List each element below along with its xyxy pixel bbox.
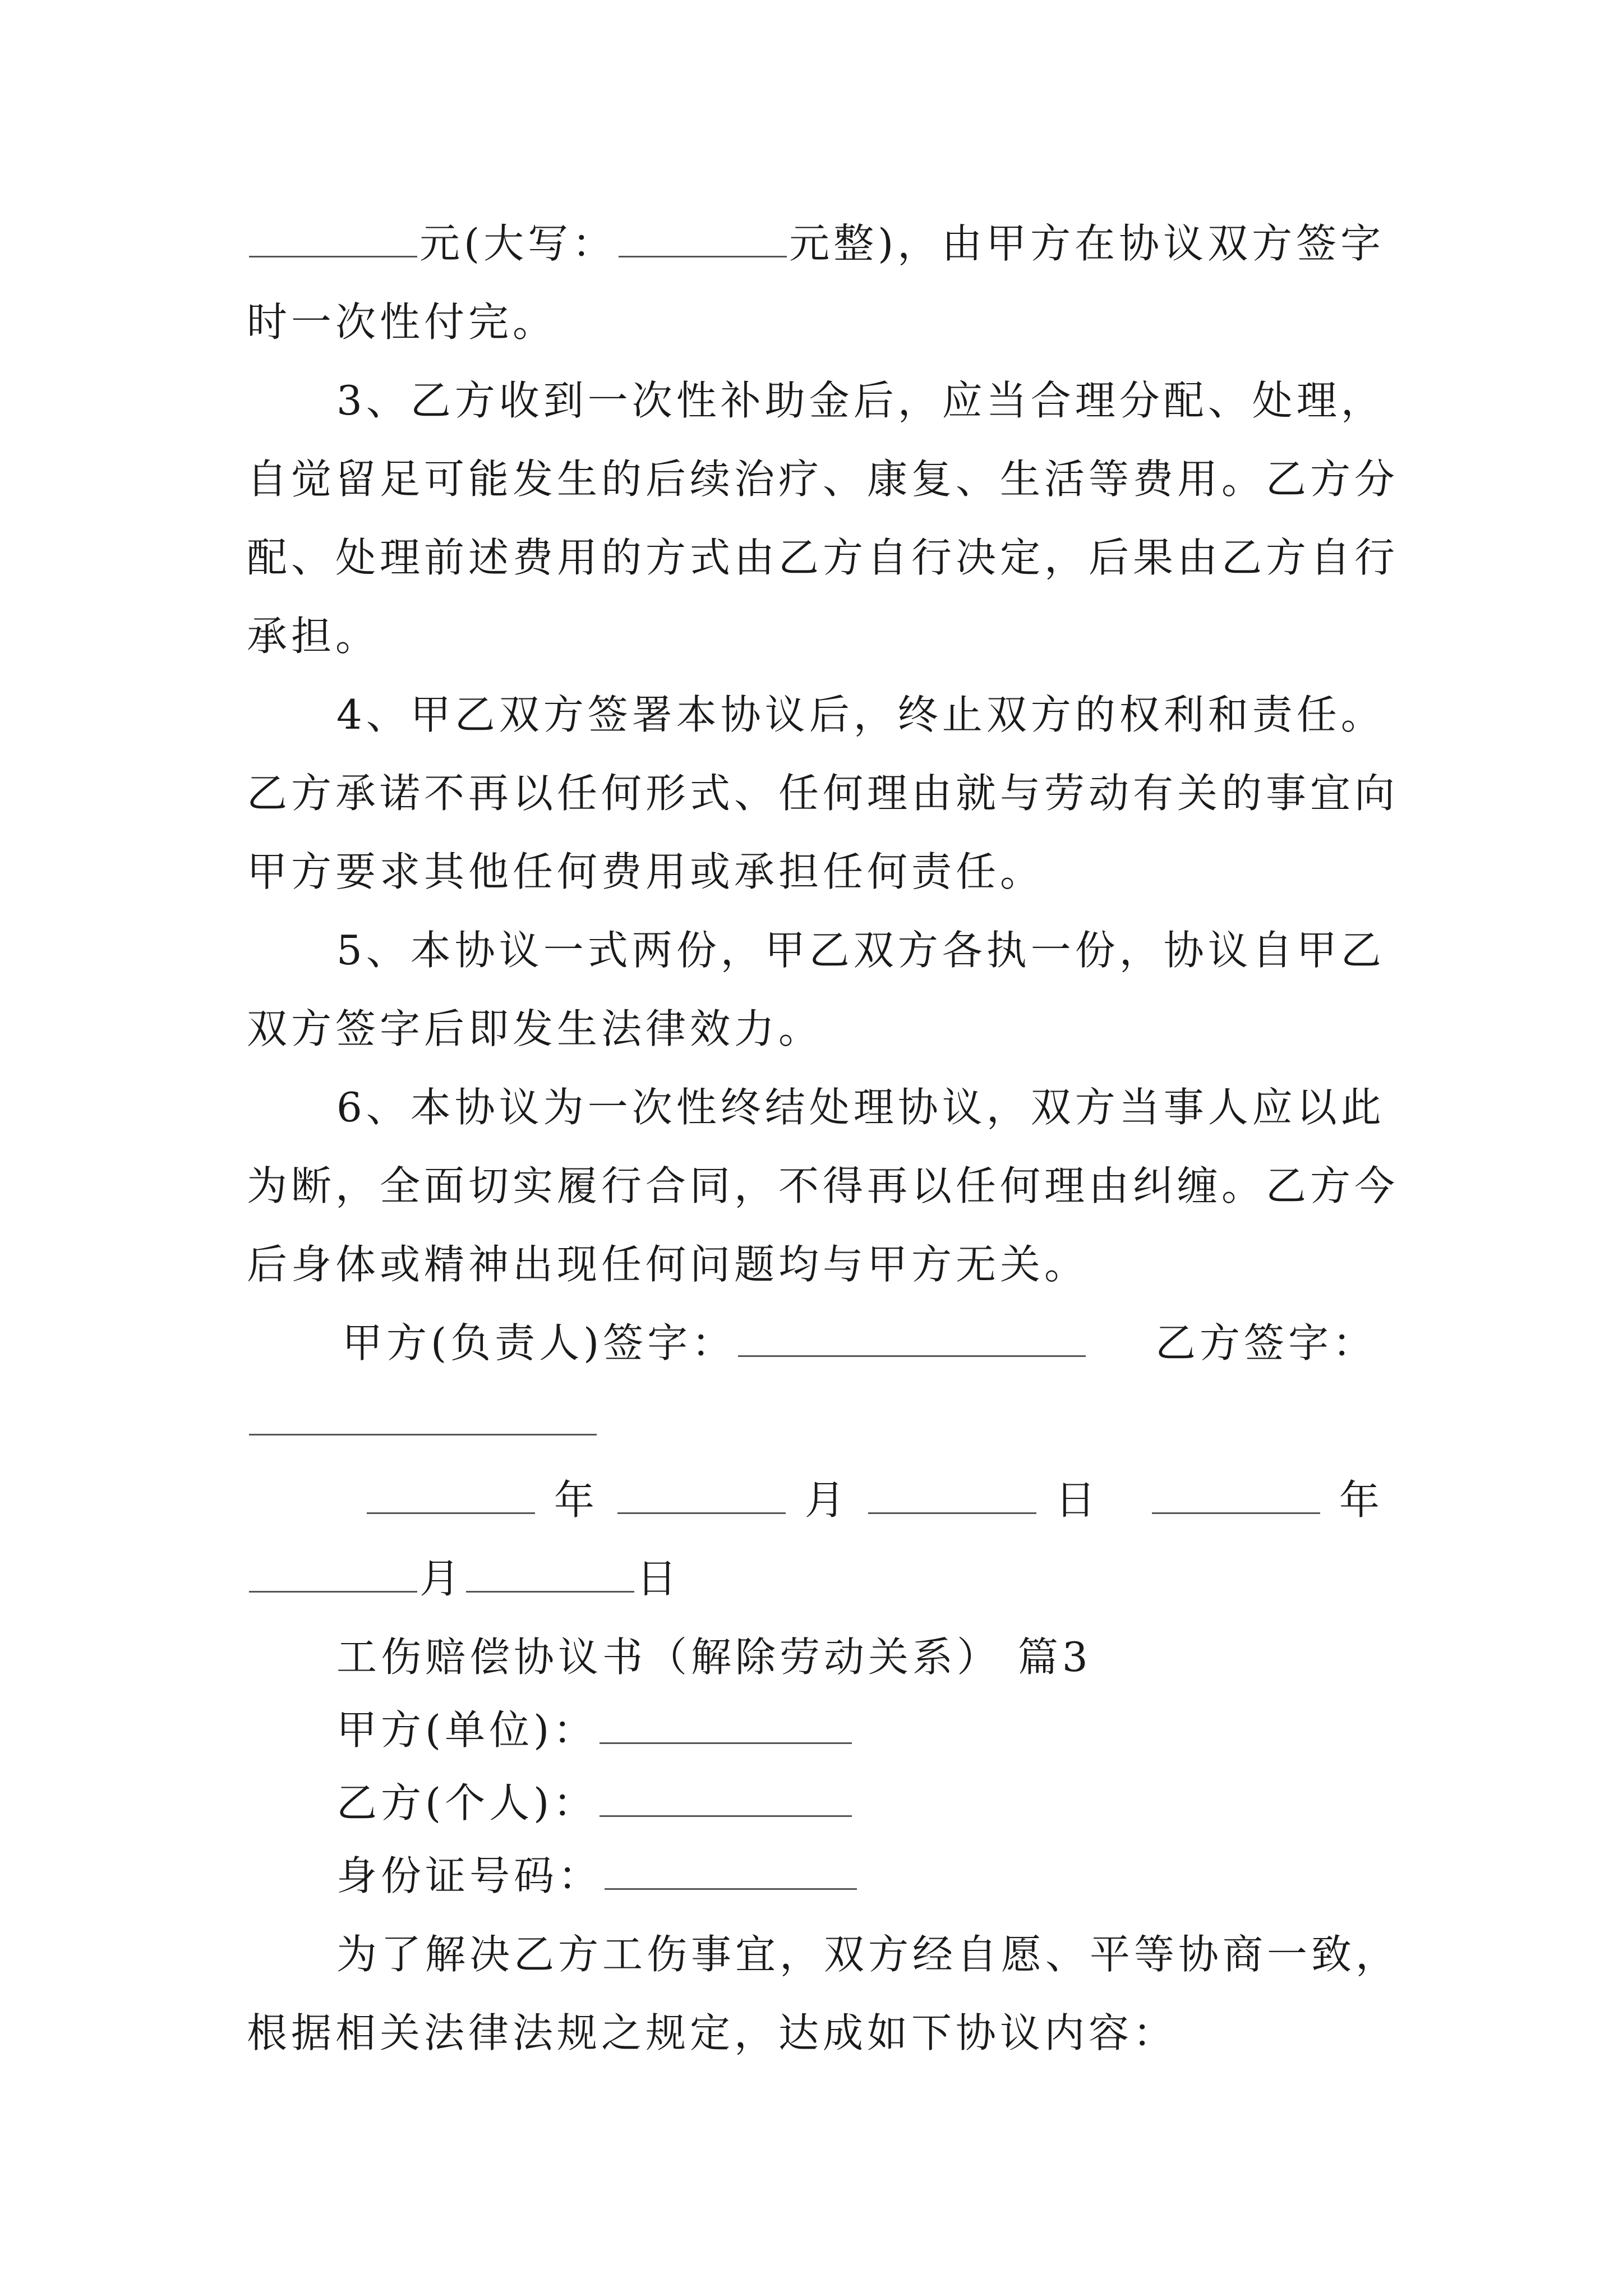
clause-5-line-1: 5、本协议一式两份，甲乙双方各执一份，协议自甲乙 xyxy=(336,927,1385,974)
party-a-unit-line xyxy=(336,1706,854,1754)
clause-5-line-2: 双方签字后即发生法律效力。 xyxy=(247,1005,823,1052)
party-b-person-blank xyxy=(600,1811,852,1817)
clause-4-line-3: 甲方要求其他任何费用或承担任何责任。 xyxy=(247,848,1045,895)
party-a-month-label: 月 xyxy=(804,1476,849,1524)
party-b-year-line xyxy=(1150,1476,1384,1524)
id-number-line xyxy=(336,1852,859,1899)
clause-3-line-4: 承担。 xyxy=(247,613,380,660)
party-a-date-line xyxy=(365,1476,1100,1524)
party-b-year-blank xyxy=(1152,1508,1320,1514)
party-a-signature-line xyxy=(342,1319,1088,1366)
id-number-label: 身份证号码： xyxy=(336,1852,603,1899)
party-a-month-blank xyxy=(617,1508,786,1514)
party-b-date-line xyxy=(247,1555,681,1602)
clause-3-line-3: 配、处理前述费用的方式由乙方自行决定，后果由乙方自行 xyxy=(247,534,1399,581)
clause-3-line-1: 3、乙方收到一次性补助金后，应当合理分配、处理， xyxy=(336,377,1385,424)
party-a-unit-label: 甲方(单位)： xyxy=(336,1706,598,1754)
party-a-day-blank xyxy=(868,1508,1036,1514)
clause-6-line-3: 后身体或精神出现任何问题均与甲方无关。 xyxy=(247,1241,1089,1288)
section-3-title: 工伤赔偿协议书（解除劳动关系） 篇3 xyxy=(336,1634,1092,1681)
amount-words-label: 元整)，由甲方在协议双方签字 xyxy=(789,220,1385,267)
intro-line-2: 根据相关法律法规之规定，达成如下协议内容： xyxy=(247,2009,1178,2056)
clause-6-line-2: 为断，全面切实履行合同，不得再以任何理由纠缠。乙方今 xyxy=(247,1162,1399,1209)
payment-amount-line xyxy=(247,220,1385,267)
party-b-signature-label: 乙方签字： xyxy=(1155,1319,1377,1366)
party-a-signature-blank xyxy=(738,1351,1086,1357)
party-b-month-blank xyxy=(249,1586,417,1593)
clause-4-line-1: 4、甲乙双方签署本协议后，终止双方的权利和责任。 xyxy=(336,691,1385,738)
amount-words-blank xyxy=(619,251,787,257)
party-a-year-blank xyxy=(367,1508,535,1514)
party-b-year-label: 年 xyxy=(1339,1476,1384,1524)
clause-4-line-2: 乙方承诺不再以任何形式、任何理由就与劳动有关的事宜向 xyxy=(247,770,1399,817)
clause-6-line-1: 6、本协议为一次性终结处理协议，双方当事人应以此 xyxy=(336,1084,1385,1131)
id-number-blank xyxy=(605,1884,857,1890)
party-a-year-label: 年 xyxy=(554,1476,598,1524)
party-b-day-blank xyxy=(466,1586,634,1593)
party-b-person-line xyxy=(336,1779,854,1826)
party-a-day-label: 日 xyxy=(1055,1476,1100,1524)
amount-blank xyxy=(249,251,417,257)
amount-label: 元(大写： xyxy=(419,220,617,267)
party-b-person-label: 乙方(个人)： xyxy=(336,1779,598,1826)
party-b-signature-blank xyxy=(249,1429,597,1435)
party-a-unit-blank xyxy=(600,1738,852,1744)
party-a-signature-label: 甲方(负责人)签字： xyxy=(342,1319,736,1366)
party-b-signature-line xyxy=(247,1401,599,1442)
intro-line-1: 为了解决乙方工伤事宜，双方经自愿、平等协商一致， xyxy=(336,1931,1400,1978)
payment-text-line: 时一次性付完。 xyxy=(247,298,557,346)
party-b-day-label: 日 xyxy=(637,1555,681,1602)
clause-3-line-2: 自觉留足可能发生的后续治疗、康复、生活等费用。乙方分 xyxy=(247,455,1399,503)
party-b-month-label: 月 xyxy=(419,1555,464,1602)
